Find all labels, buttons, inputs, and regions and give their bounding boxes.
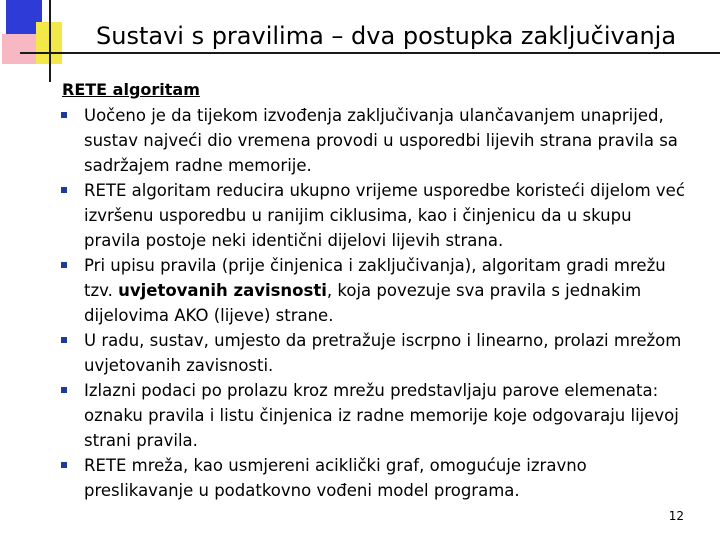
bullet-item xyxy=(60,378,688,453)
bullet-square-icon xyxy=(61,387,67,393)
bullet-bold-term: uvjetovanih zavisnosti xyxy=(118,281,327,300)
decor-square-pink xyxy=(2,34,36,64)
bullet-item xyxy=(60,103,688,178)
bullet-item xyxy=(60,328,688,378)
bullet-square-icon xyxy=(61,337,67,343)
bullet-square-icon xyxy=(61,112,67,118)
decor-horizontal-line xyxy=(20,52,720,54)
slide-title: Sustavi s pravilima – dva postupka zaključivanja xyxy=(96,22,677,50)
bullet-text: Izlazni podaci po prolazu kroz mrežu predstavljaju parove elemenata: oznaku pravila i listu činjenica iz radne memorije koje odgovaraju lijevoj strani pravila. xyxy=(84,381,679,450)
bullet-text-part: , koja povezuje sva pravila s jednakim dijelovima AKO (lijeve) strane. xyxy=(84,281,642,325)
bullet-text: U radu, sustav, umjesto da pretražuje iscrpno i linearno, prolazi mrežom uvjetovanih zavisnosti. xyxy=(84,331,682,375)
section-heading: RETE algoritam xyxy=(62,80,200,99)
bullet-item xyxy=(60,253,688,328)
bullet-item xyxy=(60,453,688,503)
bullet-item xyxy=(60,178,688,253)
bullet-text: RETE mreža, kao usmjereni aciklički graf, omogućuje izravno preslikavanje u podatkovno vođeni model programa. xyxy=(84,456,587,500)
bullet-text: Uočeno je da tijekom izvođenja zaključivanja ulančavanjem unaprijed, sustav najveći dio vremena provodi u usporedbi lijevih strana pravila sa sadržajem radne memorije. xyxy=(84,106,678,175)
bullet-text: RETE algoritam reducira ukupno vrijeme usporedbe koristeći dijelom već izvršenu usporedbu u ranijim ciklusima, kao i činjenicu da u skupu pravila postoje neki identični dijelovi lijevih strana. xyxy=(84,181,685,250)
bullet-square-icon xyxy=(61,462,67,468)
bullet-square-icon xyxy=(61,262,67,268)
page-number: 12 xyxy=(668,509,684,523)
bullet-list xyxy=(60,103,688,503)
bullet-text-part: Pri upisu pravila (prije činjenica i zaključivanja), algoritam gradi mrežu tzv. xyxy=(84,256,666,300)
bullet-square-icon xyxy=(61,187,67,193)
decor-vertical-line xyxy=(49,0,51,82)
